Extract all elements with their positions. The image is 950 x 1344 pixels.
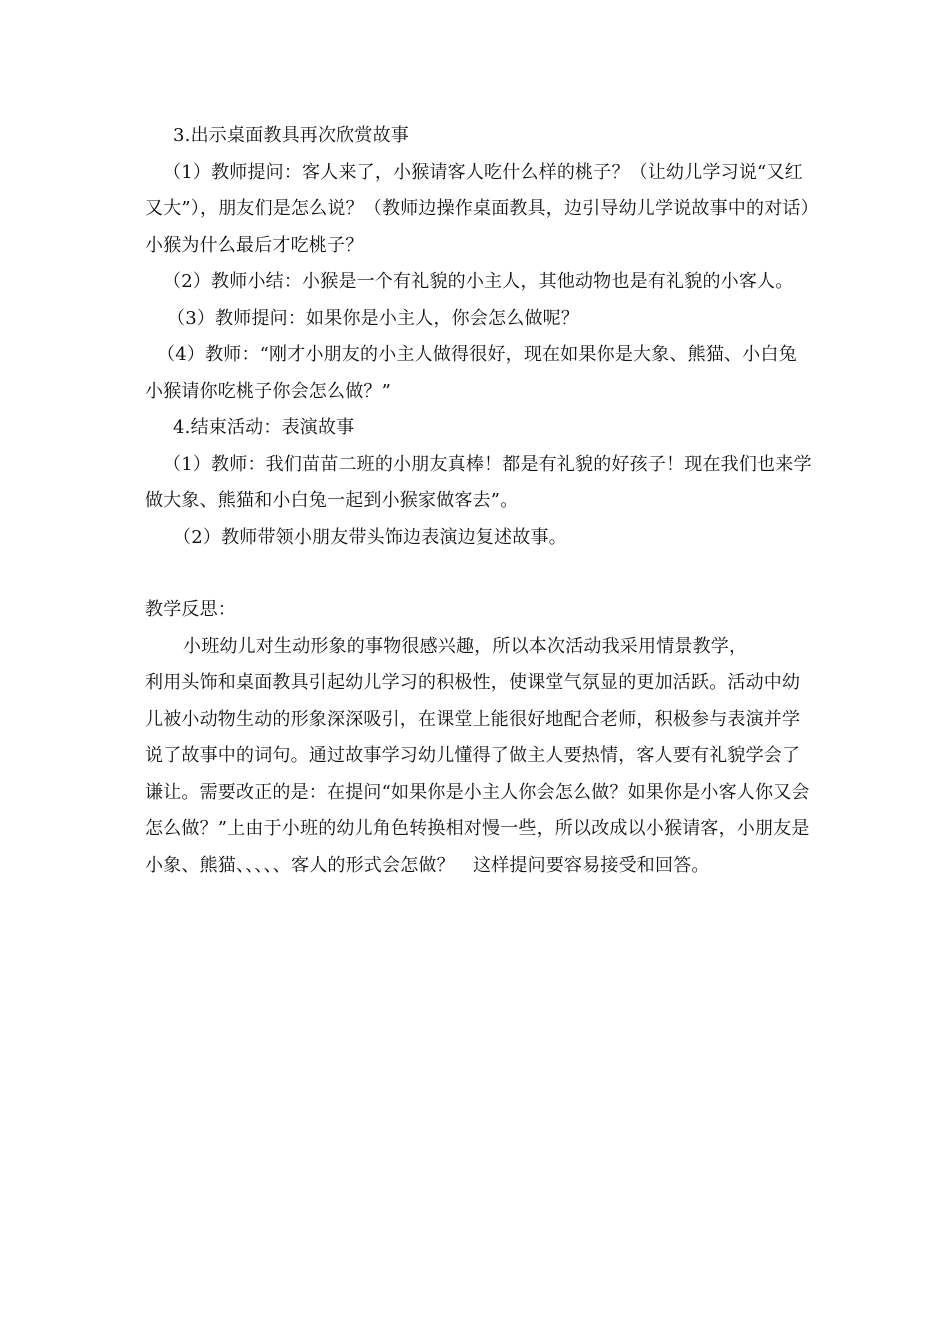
step-4-heading: 4.结束活动：表演故事	[173, 417, 355, 438]
step-3-item-4: （4）教师：“刚才小朋友的小主人做得很好，现在如果你是大象、熊猫、小白兔小猴请你吃桃子你会怎么做？”	[145, 344, 797, 402]
step-3-item-3: （3）教师提问：如果你是小主人，你会怎么做呢？	[167, 307, 580, 329]
step-4-item-2: （2）教师带领小朋友带头饰边表演边复述故事。	[173, 526, 567, 548]
document-body	[145, 118, 815, 884]
step-4-item-1: （1）教师：我们苗苗二班的小朋友真棒！都是有礼貌的好孩子！现在我们也来学做大象、熊猫和小白兔一起到小猴家做客去”。	[145, 453, 812, 511]
step-3-item-1: （1）教师提问：客人来了，小猴请客人吃什么样的桃子？（让幼儿学习说“又红又大”），朋友们是怎么说？（教师边操作桌面教具，边引导幼儿学说故事中的对话）小猴为什么最后才吃桃子？	[145, 161, 810, 256]
step-3-heading: 3.出示桌面教具再次欣赏故事	[173, 125, 409, 146]
reflection-first-line: 小班幼儿对生动形象的事物很感兴趣，所以本次活动我采用情景教学，	[183, 635, 748, 657]
reflection-body: 利用头饰和桌面教具引起幼儿学习的积极性，使课堂气氛显的更加活跃。活动中幼儿被小动物生动的形象深深吸引，在课堂上能很好地配合老师，积极参与表演并学说了故事中的词句。通过故事学习幼儿懂得了做主人要热情，客人要有礼貌学会了谦让。需要改正的是：在提问“如果你是小主人你会怎么做？如果你是小客人你又会怎么做？”上由于小班的幼儿角色转换相对慢一些，所以改成以小猴请客，小朋友是小象、熊猫、、、、、客人的形式会怎做？ 这样提问要容易接受和回答。	[145, 672, 810, 876]
section-gap	[145, 556, 815, 592]
reflection-title: 教学反思：	[145, 599, 236, 620]
step-3-item-2: （2）教师小结：小猴是一个有礼貌的小主人，其他动物也是有礼貌的小客人。	[163, 271, 794, 292]
